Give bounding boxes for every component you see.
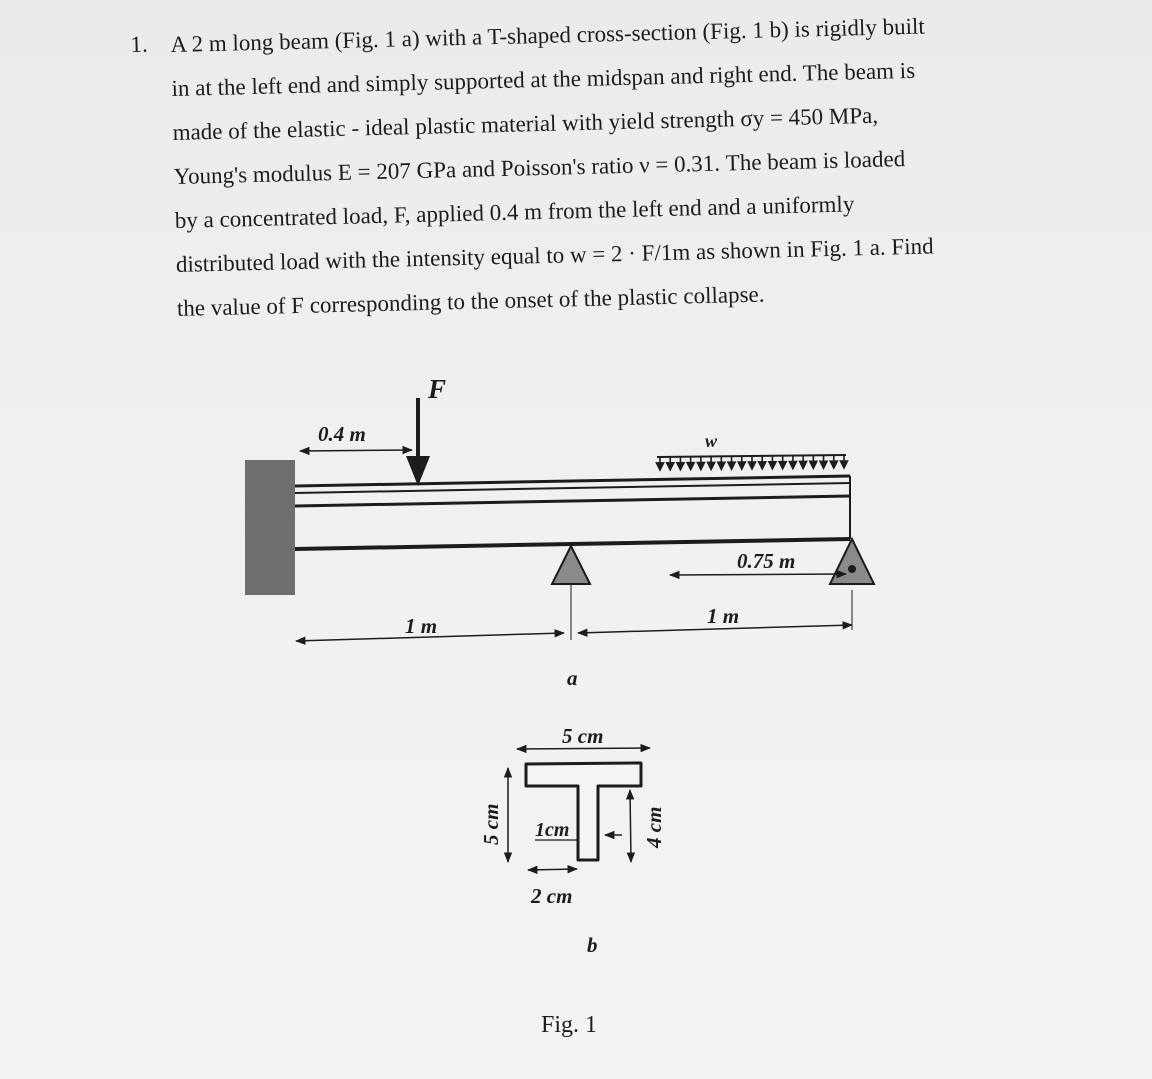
load-label: F <box>428 374 447 404</box>
problem-line: distributed load with the intensity equal to w = 2 · F/1m as shown in Fig. 1 a. Find <box>175 233 934 277</box>
beam <box>295 476 850 549</box>
distributed-load-arrow <box>718 456 725 469</box>
figure-caption: Fig. 1 <box>541 1012 598 1038</box>
distributed-length-label: 0.75 m <box>737 549 796 573</box>
distributed-load-arrow <box>749 456 756 469</box>
concentrated-load-arrow <box>406 398 430 486</box>
problem-line: Young's modulus E = 207 GPa and Poisson's ratio ν = 0.31. The beam is loaded <box>173 146 906 189</box>
distributed-load-arrow <box>759 456 766 469</box>
problem-line: the value of F corresponding to the onset of the plastic collapse. <box>176 281 765 321</box>
span-right-label: 1 m <box>707 604 740 628</box>
web-height-label: 4 cm <box>642 806 666 848</box>
beam-diagram <box>245 374 874 690</box>
distributed-load-arrow <box>841 455 848 468</box>
distributed-load-label: w <box>705 431 718 451</box>
load-offset-label: 0.4 m <box>318 422 366 446</box>
distributed-load-arrow <box>687 457 694 470</box>
distributed-load <box>657 455 848 470</box>
problem-line: in at the left end and simply supported at the midspan and right end. The beam is <box>171 57 916 101</box>
load-offset-dimension <box>300 450 412 451</box>
right-support <box>830 539 874 630</box>
height-label: 5 cm <box>479 803 503 845</box>
problem-line: by a concentrated load, F, applied 0.4 m from the left end and a uniformly <box>174 191 855 233</box>
distributed-length-dimension <box>670 574 846 575</box>
distributed-load-arrow <box>708 456 715 469</box>
distributed-load-arrow <box>677 457 684 470</box>
distributed-load-arrow <box>779 456 786 469</box>
distributed-load-arrow <box>769 456 776 469</box>
distributed-load-arrow <box>800 455 807 468</box>
distributed-load-arrow <box>657 457 664 470</box>
figure-a-label: a <box>567 666 578 690</box>
problem-line: made of the elastic - ideal plastic material with yield strength σy = 450 MPa, <box>172 102 879 145</box>
distributed-load-arrow <box>820 455 827 468</box>
distributed-load-arrow <box>738 456 745 469</box>
fixed-wall <box>245 460 295 595</box>
distributed-load-arrow <box>728 456 735 469</box>
web-thickness-label: 1cm <box>535 819 570 841</box>
flange-width-label: 5 cm <box>562 724 604 748</box>
distributed-load-arrow <box>789 456 796 469</box>
span-left-label: 1 m <box>405 614 438 638</box>
flange-width-dimension <box>517 748 650 749</box>
distributed-load-arrow <box>667 457 674 470</box>
web-offset-dimension <box>528 869 577 870</box>
figure-b-label: b <box>587 933 598 957</box>
midspan-support <box>552 546 590 640</box>
t-section <box>526 763 641 860</box>
t-section-diagram <box>479 724 666 957</box>
web-height-dimension <box>630 790 631 862</box>
distributed-load-arrow <box>697 457 704 470</box>
distributed-load-arrow <box>810 455 817 468</box>
problem-line: A 2 m long beam (Fig. 1 a) with a T-shaped cross-section (Fig. 1 b) is rigidly built <box>170 13 926 58</box>
web-offset-label: 2 cm <box>531 884 573 908</box>
distributed-load-arrow <box>830 455 837 468</box>
problem-number: 1. <box>130 31 149 57</box>
